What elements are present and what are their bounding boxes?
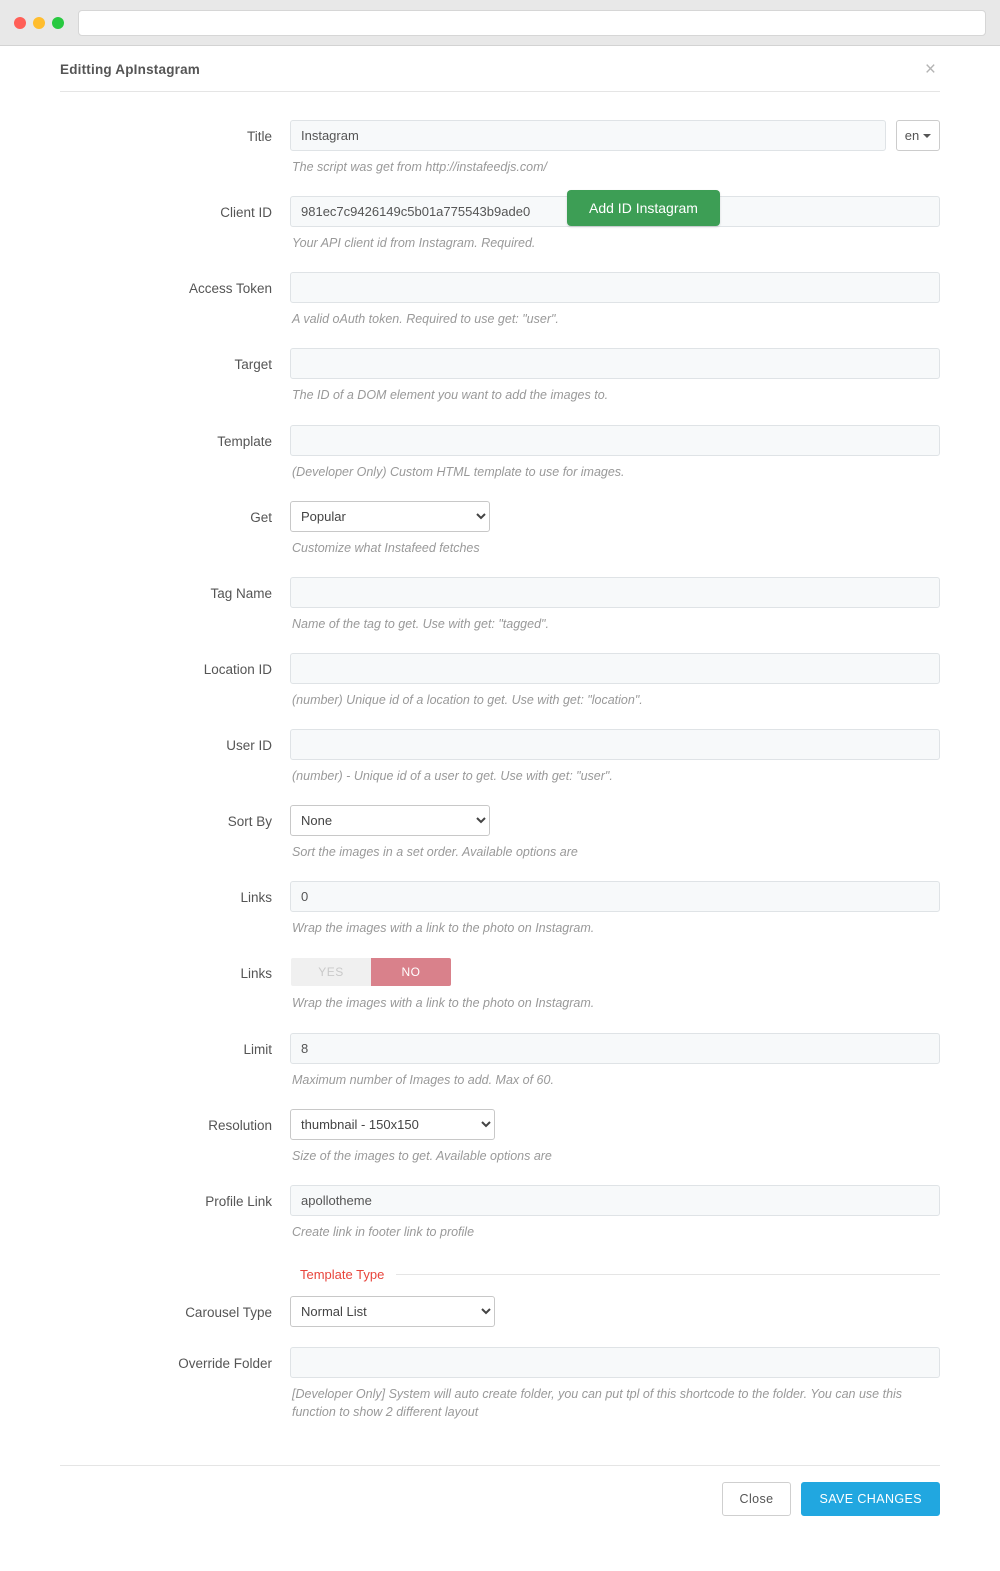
label-client-id: Client ID bbox=[220, 205, 272, 221]
field-row-location-id bbox=[60, 653, 940, 725]
help-sort-by: Sort the images in a set order. Available options are bbox=[292, 845, 578, 860]
label-title: Title bbox=[246, 129, 272, 144]
help-access-token: A valid oAuth token. Required to use get: "user". bbox=[292, 312, 559, 327]
title-input[interactable] bbox=[290, 120, 886, 151]
control-user-id bbox=[290, 729, 940, 801]
label-resolution: Resolution bbox=[208, 1117, 272, 1133]
help-user-id: (number) - Unique id of a user to get. Use with get: "user". bbox=[292, 769, 613, 783]
label-links-number: Links bbox=[240, 890, 272, 906]
template-input[interactable] bbox=[290, 425, 940, 456]
page-title: Editting ApInstagram bbox=[60, 62, 201, 77]
links-toggle-no[interactable]: NO bbox=[371, 958, 451, 986]
control-target bbox=[290, 348, 940, 420]
control-sort-by bbox=[290, 805, 940, 877]
label-location-id: Location ID bbox=[203, 661, 272, 677]
control-links-toggle bbox=[290, 957, 940, 1028]
help-client-id: Your API client id from Instagram. Required. bbox=[292, 236, 536, 251]
control-access-token bbox=[290, 272, 940, 344]
field-row-tag-name bbox=[60, 577, 940, 649]
label-user-id: User ID bbox=[226, 738, 272, 753]
links-number-input[interactable] bbox=[290, 881, 940, 912]
control-client-id bbox=[290, 196, 940, 268]
target-input[interactable] bbox=[290, 348, 940, 379]
add-id-instagram-button[interactable]: Add ID Instagram bbox=[567, 190, 720, 226]
control-location-id bbox=[290, 653, 940, 725]
label-tag-name: Tag Name bbox=[210, 585, 272, 601]
label-profile-link: Profile Link bbox=[205, 1193, 272, 1209]
control-template bbox=[290, 425, 940, 497]
label-sort-by: Sort By bbox=[227, 814, 272, 830]
chevron-down-icon bbox=[923, 134, 931, 138]
maximize-window-button[interactable] bbox=[52, 17, 64, 29]
access-token-input[interactable] bbox=[290, 272, 940, 303]
field-row-sort-by bbox=[60, 805, 940, 877]
section-label-template-type: Template Type bbox=[290, 1267, 396, 1282]
tag-name-input[interactable] bbox=[290, 577, 940, 608]
label-template: Template bbox=[217, 433, 272, 449]
field-row-title bbox=[60, 120, 940, 192]
label-target: Target bbox=[234, 357, 272, 373]
field-row-resolution bbox=[60, 1109, 940, 1181]
close-window-button[interactable] bbox=[14, 17, 26, 29]
field-row-links-toggle bbox=[60, 957, 940, 1028]
control-override-folder bbox=[290, 1347, 940, 1437]
help-tag-name: Name of the tag to get. Use with get: "tagged". bbox=[292, 616, 549, 631]
field-row-template bbox=[60, 425, 940, 497]
help-location-id: (number) Unique id of a location to get. Use with get: "location". bbox=[292, 692, 643, 707]
help-get: Customize what Instafeed fetches bbox=[292, 540, 480, 555]
label-carousel-type: Carousel Type bbox=[185, 1304, 272, 1320]
override-folder-input[interactable] bbox=[290, 1347, 940, 1378]
help-title: The script was get from http://instafeedjs.com/ bbox=[292, 160, 547, 174]
label-limit: Limit bbox=[243, 1041, 272, 1057]
modal-footer bbox=[60, 1465, 940, 1538]
field-row-target bbox=[60, 348, 940, 420]
help-links-toggle: Wrap the images with a link to the photo on Instagram. bbox=[292, 996, 595, 1011]
modal-body bbox=[30, 92, 970, 1451]
resolution-select[interactable] bbox=[290, 1109, 495, 1140]
control-profile-link bbox=[290, 1185, 940, 1257]
save-changes-button[interactable]: SAVE CHANGES bbox=[801, 1482, 940, 1516]
field-row-access-token bbox=[60, 272, 940, 344]
get-select[interactable] bbox=[290, 501, 490, 532]
edit-module-modal bbox=[30, 46, 970, 1538]
close-button[interactable]: Close bbox=[722, 1482, 792, 1516]
field-row-get bbox=[60, 501, 940, 573]
profile-link-input[interactable] bbox=[290, 1185, 940, 1216]
control-resolution bbox=[290, 1109, 940, 1181]
control-limit bbox=[290, 1033, 940, 1105]
language-code: en bbox=[904, 128, 920, 143]
field-row-limit bbox=[60, 1033, 940, 1105]
field-row-profile-link bbox=[60, 1185, 940, 1257]
address-bar[interactable] bbox=[78, 10, 986, 36]
section-divider bbox=[396, 1274, 940, 1275]
window-controls bbox=[14, 17, 64, 29]
field-row-override-folder bbox=[60, 1347, 940, 1437]
label-access-token: Access Token bbox=[188, 281, 272, 297]
help-profile-link: Create link in footer link to profile bbox=[292, 1224, 475, 1239]
user-id-input[interactable] bbox=[290, 729, 940, 760]
browser-toolbar bbox=[0, 0, 1000, 46]
help-resolution: Size of the images to get. Available options are bbox=[292, 1148, 552, 1163]
help-links-number: Wrap the images with a link to the photo on Instagram. bbox=[292, 921, 595, 936]
location-id-input[interactable] bbox=[290, 653, 940, 684]
links-toggle[interactable] bbox=[290, 957, 452, 987]
label-override-folder: Override Folder bbox=[178, 1355, 272, 1371]
help-override-folder: [Developer Only] System will auto create folder, you can put tpl of this shortcode to the folder. You can use this function to show 2 different layout bbox=[292, 1386, 903, 1419]
section-template-type bbox=[60, 1267, 940, 1282]
control-links-number bbox=[290, 881, 940, 953]
label-links-toggle: Links bbox=[240, 966, 272, 982]
field-row-user-id bbox=[60, 729, 940, 801]
carousel-type-select[interactable] bbox=[290, 1296, 495, 1327]
minimize-window-button[interactable] bbox=[33, 17, 45, 29]
sort-by-select[interactable] bbox=[290, 805, 490, 836]
limit-input[interactable] bbox=[290, 1033, 940, 1064]
field-row-carousel-type bbox=[60, 1296, 940, 1343]
field-row-links-number bbox=[60, 881, 940, 953]
control-get bbox=[290, 501, 940, 573]
help-template: (Developer Only) Custom HTML template to use for images. bbox=[292, 464, 625, 479]
control-tag-name bbox=[290, 577, 940, 649]
links-toggle-yes[interactable]: YES bbox=[291, 958, 371, 986]
label-get: Get bbox=[250, 509, 272, 525]
help-target: The ID of a DOM element you want to add the images to. bbox=[292, 388, 609, 403]
control-title bbox=[290, 120, 940, 192]
modal-header bbox=[60, 46, 940, 92]
close-icon[interactable]: × bbox=[921, 56, 940, 83]
control-carousel-type bbox=[290, 1296, 940, 1343]
field-row-client-id bbox=[60, 196, 940, 268]
language-selector-button[interactable] bbox=[896, 120, 940, 151]
help-limit: Maximum number of Images to add. Max of 60. bbox=[292, 1072, 554, 1087]
